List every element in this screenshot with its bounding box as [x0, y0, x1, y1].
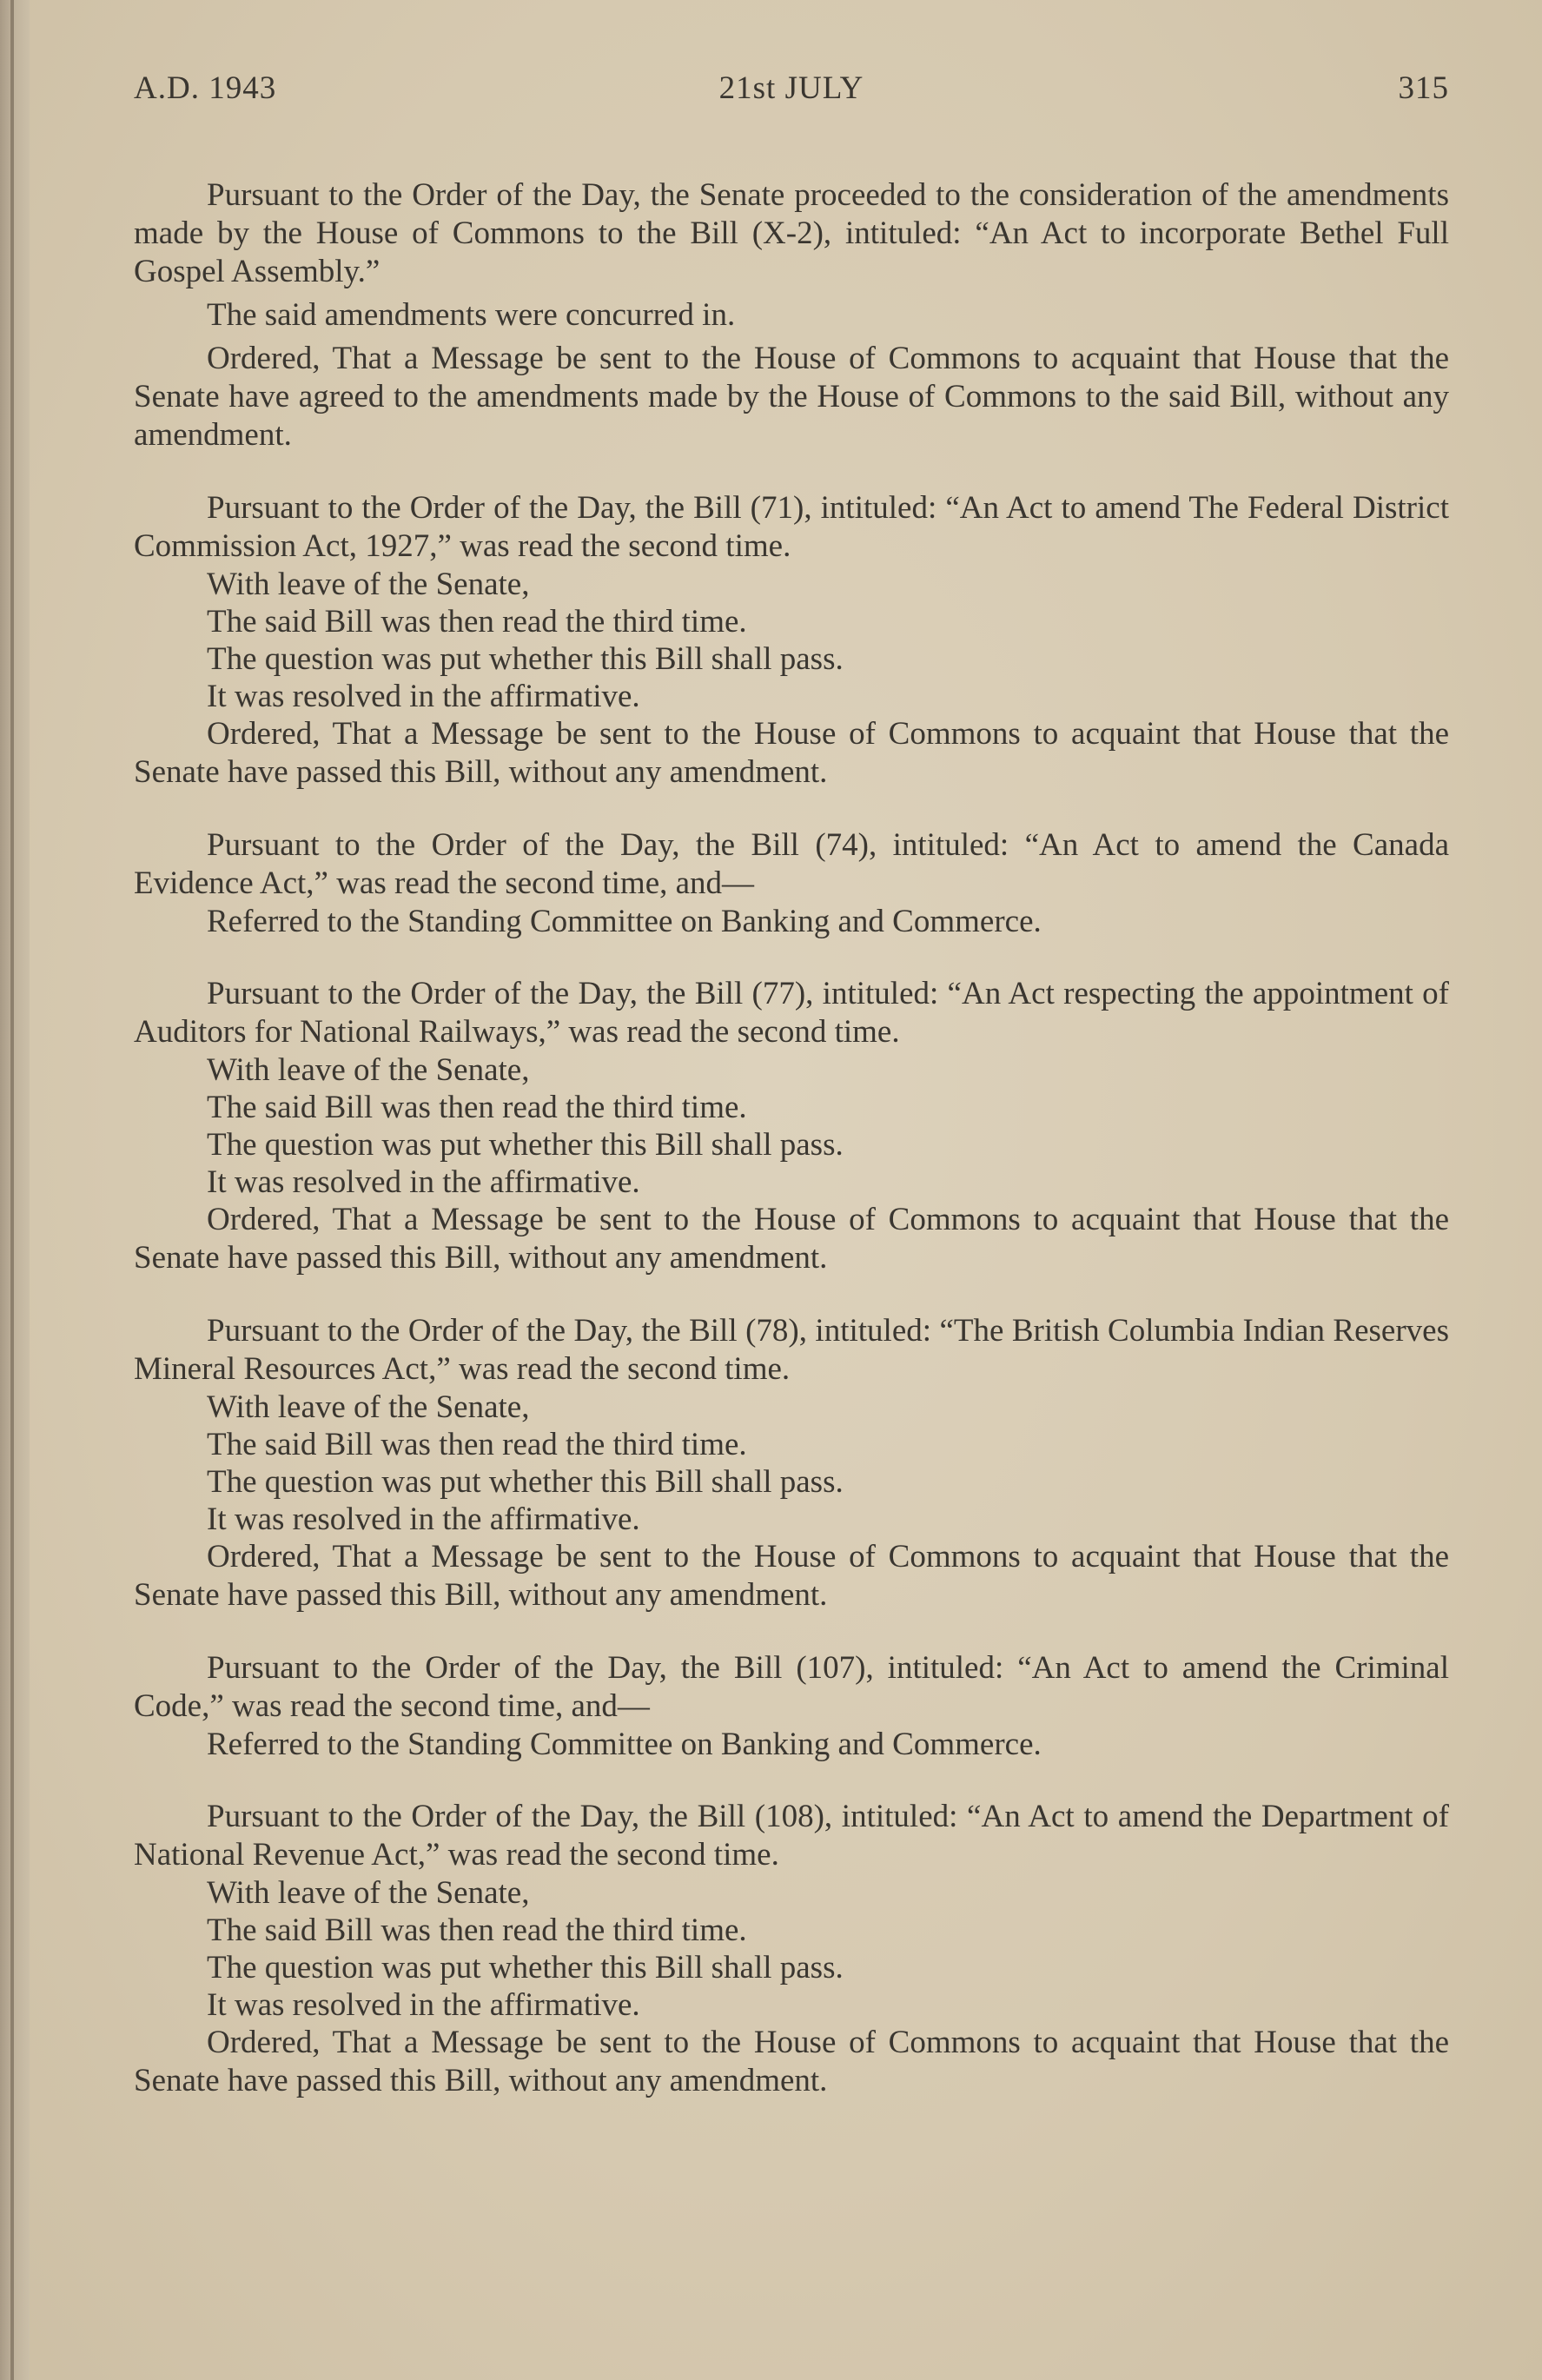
entry-paragraph: The said amendments were concurred in. [207, 297, 736, 333]
proceeding-line: The said Bill was then read the third time. [207, 1913, 747, 1948]
page-body [134, 176, 1449, 2135]
header-year: A.D. 1943 [134, 70, 277, 106]
entry-intro: Pursuant to the Order of the Day, the Bill (71), intituled: “An Act to amend The Federal District Commission Act, 1927,” was read the second time. [134, 490, 1449, 564]
entry-bill-78 [134, 1312, 1449, 1614]
proceeding-line: With leave of the Senate, [207, 1875, 530, 1911]
entry-ordered: Ordered, That a Message be sent to the House of Commons to acquaint that House that the Senate have passed this Bill, without any amendment. [134, 1539, 1449, 1613]
entry-ordered: Ordered, That a Message be sent to the House of Commons to acquaint that House that the Senate have passed this Bill, without any amendment. [134, 2025, 1449, 2098]
entry-intro: Pursuant to the Order of the Day, the Bill (74), intituled: “An Act to amend the Canada Evidence Act,” was read the second time, and— [134, 827, 1449, 901]
entry-intro: Pursuant to the Order of the Day, the Bill (77), intituled: “An Act respecting the appointment of Auditors for National Railways,” was read the second time. [134, 976, 1449, 1050]
journal-page [134, 59, 1449, 2098]
proceeding-line: The question was put whether this Bill shall pass. [207, 1464, 844, 1500]
entry-intro: Pursuant to the Order of the Day, the Bill (107), intituled: “An Act to amend the Criminal Code,” was read the second time, and— [134, 1650, 1449, 1724]
proceeding-line: With leave of the Senate, [207, 1052, 530, 1088]
entry-bill-71 [134, 489, 1449, 792]
binding-line [10, 0, 14, 2380]
entry-intro: Pursuant to the Order of the Day, the Bill (78), intituled: “The British Columbia Indian Reserves Mineral Resources Act,” was read the second time. [134, 1313, 1449, 1387]
entry-paragraph: Ordered, That a Message be sent to the House of Commons to acquaint that House that the Senate have agreed to the amendments made by the House of Commons to the said Bill, without any amendment. [134, 341, 1449, 453]
proceeding-line: With leave of the Senate, [207, 1389, 530, 1425]
page-header [134, 59, 1449, 111]
proceeding-line: It was resolved in the affirmative. [207, 1502, 640, 1537]
page-binding-edge [0, 0, 30, 2380]
entry-bill-108 [134, 1798, 1449, 2100]
proceeding-line: It was resolved in the affirmative. [207, 1987, 640, 2023]
proceeding-line: It was resolved in the affirmative. [207, 1164, 640, 1200]
proceeding-line: The said Bill was then read the third time. [207, 1427, 747, 1462]
header-page-number: 315 [1398, 70, 1449, 106]
entry-ordered: Ordered, That a Message be sent to the House of Commons to acquaint that House that the Senate have passed this Bill, without any amendment. [134, 1202, 1449, 1276]
entry-paragraph: Pursuant to the Order of the Day, the Senate proceeded to the consideration of the amendments made by the House of Commons to the Bill (X-2), intituled: “An Act to incorporate Bethel Full Gospel Assembly.” [134, 177, 1449, 289]
proceeding-line: The said Bill was then read the third time. [207, 604, 747, 640]
proceeding-line: It was resolved in the affirmative. [207, 679, 640, 714]
entry-intro: Pursuant to the Order of the Day, the Bill (108), intituled: “An Act to amend the Department of National Revenue Act,” was read the second time. [134, 1799, 1449, 1873]
entry-bill-107 [134, 1649, 1449, 1763]
entry-ordered: Ordered, That a Message be sent to the House of Commons to acquaint that House that the Senate have passed this Bill, without any amendment. [134, 716, 1449, 790]
entry-referred: Referred to the Standing Committee on Banking and Commerce. [207, 904, 1042, 939]
proceeding-line: With leave of the Senate, [207, 567, 530, 602]
entry-bill-74 [134, 826, 1449, 940]
entry-bill-77 [134, 975, 1449, 1277]
entry-referred: Referred to the Standing Committee on Banking and Commerce. [207, 1727, 1042, 1762]
proceeding-line: The question was put whether this Bill shall pass. [207, 1127, 844, 1163]
proceeding-line: The question was put whether this Bill shall pass. [207, 641, 844, 677]
proceeding-line: The said Bill was then read the third time. [207, 1090, 747, 1125]
proceeding-line: The question was put whether this Bill shall pass. [207, 1950, 844, 1986]
entry-bill-x2 [134, 176, 1449, 454]
header-date: 21st JULY [718, 70, 864, 106]
